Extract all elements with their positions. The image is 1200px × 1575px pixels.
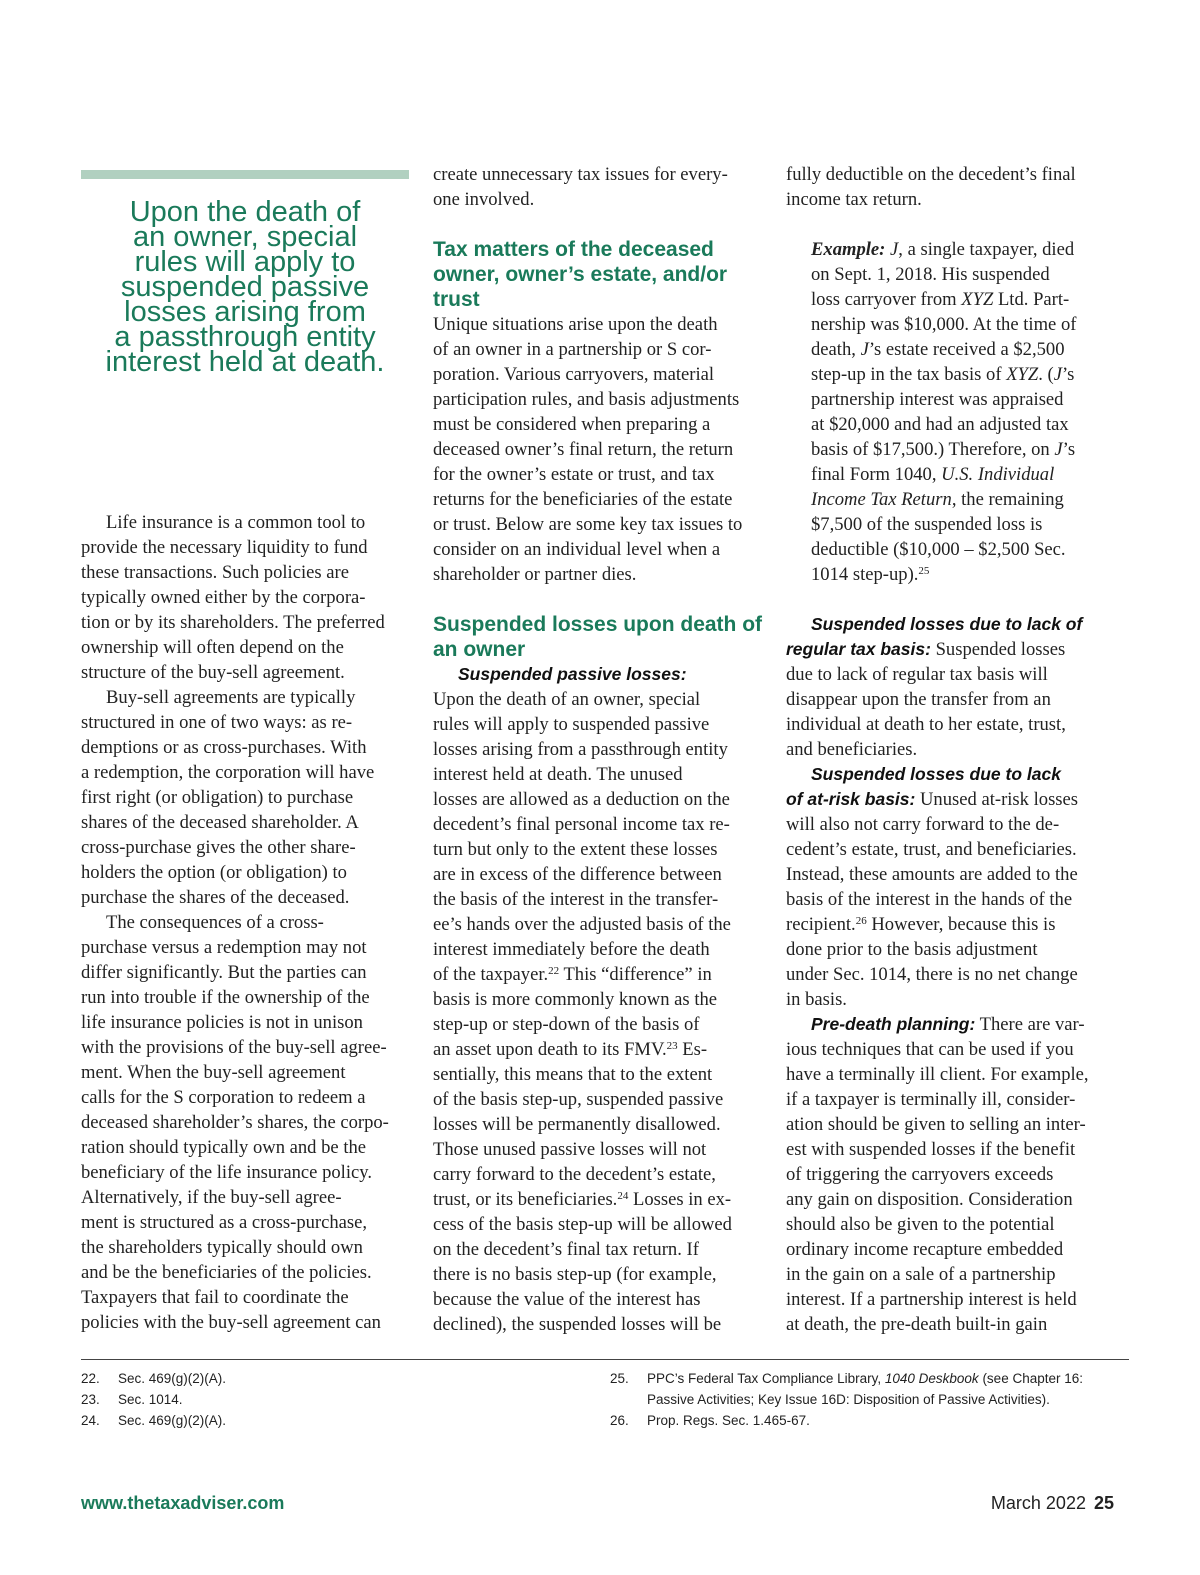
text-line: must be considered when preparing a: [433, 414, 711, 435]
pull-quote-line: losses arising from: [124, 296, 366, 328]
text-run: Losses in ex-: [628, 1189, 732, 1210]
text-run: , a single taxpayer, died: [898, 239, 1075, 260]
text-line: Upon the death of an owner, special: [433, 689, 701, 710]
text-run: basis of $17,500.) Therefore, on: [811, 439, 1055, 460]
pull-quote-line: suspended passive: [120, 271, 370, 303]
text-line: declined), the suspended losses will be: [433, 1314, 722, 1335]
text-line: at death, the pre-death built-in gain: [786, 1314, 1048, 1335]
text-run: This “difference” in: [559, 964, 712, 985]
text-line: returns for the beneficiaries of the estate: [433, 489, 733, 510]
footnote: [81, 1389, 226, 1410]
text-line: and be the beneficiaries of the policies.: [81, 1262, 372, 1283]
text-line: typically owned either by the corpora-: [81, 587, 366, 608]
text-line: [811, 437, 1121, 462]
text-line: the shareholders typically should own: [81, 1237, 363, 1258]
text-line: purchase the shares of the deceased.: [81, 887, 350, 908]
footnotes-left: [81, 1368, 226, 1431]
runin-heading: Pre-death planning:: [811, 1014, 976, 1034]
text-line: demptions or as cross-purchases. With: [81, 737, 367, 758]
text-line: life insurance policies is not in unison: [81, 1012, 363, 1033]
footnote: [610, 1410, 1083, 1431]
text-line: ment is structured as a cross-purchase,: [81, 1212, 368, 1233]
section-heading: Suspended losses upon death of: [433, 613, 763, 636]
text-run: , the remaining: [951, 489, 1064, 510]
text-line: [811, 237, 1121, 262]
text-line: create unnecessary tax issues for every-: [433, 164, 728, 185]
text-line: cedent’s estate, trust, and beneficiaries.: [786, 839, 1077, 860]
text-line: and beneficiaries.: [786, 739, 918, 760]
text-line: partnership interest was appraised: [811, 389, 1064, 410]
text-line: ation should be given to selling an inter-: [786, 1114, 1086, 1135]
text-run: of the taxpayer.: [433, 964, 549, 985]
text-line: cess of the basis step-up will be allowed: [433, 1214, 732, 1235]
text-line: interest held at death. The unused: [433, 764, 683, 785]
text-line: Alternatively, if the buy-sell agree-: [81, 1187, 342, 1208]
text-line: [811, 287, 1121, 312]
footnote-ref[interactable]: 25: [918, 565, 930, 577]
text-line: in basis.: [786, 989, 847, 1010]
text-line: carry forward to the decedent’s estate,: [433, 1164, 716, 1185]
text-line: [811, 362, 1121, 387]
text-line: at $20,000 and had an adjusted tax: [811, 414, 1069, 435]
text-line: structured in one of two ways: as re-: [81, 712, 353, 733]
text-run: ’s: [1062, 439, 1076, 460]
text-run: J: [1054, 439, 1063, 460]
text-run: 1014 step-up).: [811, 564, 919, 585]
text-line: a redemption, the corporation will have: [81, 762, 375, 783]
text-line: there is no basis step-up (for example,: [433, 1264, 717, 1285]
footnote-text: (see Chapter 16:: [978, 1371, 1083, 1386]
text-run: death,: [811, 339, 861, 360]
text-run: J: [1053, 364, 1063, 385]
text-line: differ significantly. But the parties can: [81, 962, 367, 983]
text-line: Unique situations arise upon the death: [433, 314, 718, 335]
pull-quote-line: rules will apply to: [134, 246, 356, 278]
pull-quote-line: an owner, special: [132, 221, 358, 253]
text-line: poration. Various carryovers, material: [433, 364, 715, 385]
text-line: deductible ($10,000 – $2,500 Sec.: [811, 539, 1066, 560]
footnote-number: 22.: [81, 1371, 100, 1386]
text-line: these transactions. Such policies are: [81, 562, 349, 583]
footnote-text: Prop. Regs. Sec. 1.465-67.: [647, 1413, 810, 1428]
text-run: Unused at-risk losses: [915, 789, 1079, 810]
text-line: fully deductible on the decedent’s final: [786, 164, 1076, 185]
pull-quote: [81, 196, 409, 378]
text-line: ee’s hands over the adjusted basis of the: [433, 914, 731, 935]
text-line: in the gain on a sale of a partnership: [786, 1264, 1056, 1285]
runin-heading: Suspended passive losses:: [458, 664, 687, 684]
footnote-ref[interactable]: 22: [548, 965, 560, 977]
text-line: [811, 462, 1121, 487]
text-line: calls for the S corporation to redeem a: [81, 1087, 366, 1108]
runin-heading: Suspended losses due to lack of: [811, 614, 1083, 634]
text-line: are in excess of the difference between: [433, 864, 722, 885]
text-run: XYZ: [961, 289, 994, 310]
text-run: J: [860, 339, 869, 360]
footnote-ref[interactable]: 26: [855, 915, 867, 927]
website-link[interactable]: www.thetaxadviser.com: [81, 1493, 285, 1513]
footnote-ref[interactable]: 23: [666, 1040, 678, 1052]
text-line: ordinary income recapture embedded: [786, 1239, 1064, 1260]
text-line: provide the necessary liquidity to fund: [81, 537, 368, 558]
section-heading: Tax matters of the deceased: [433, 238, 714, 261]
text-line: ownership will often depend on the: [81, 637, 344, 658]
text-line: of an owner in a partnership or S cor-: [433, 339, 712, 360]
footnote-divider: [81, 1359, 1129, 1360]
runin-heading: Suspended losses due to lack: [811, 764, 1061, 784]
text-line: run into trouble if the ownership of the: [81, 987, 370, 1008]
page-footer: [991, 1493, 1114, 1514]
text-line: of the basis step-up, suspended passive: [433, 1089, 724, 1110]
text-line: [786, 912, 1121, 937]
text-line: losses are allowed as a deduction on the: [433, 789, 730, 810]
text-line: step-up or step-down of the basis of: [433, 1014, 700, 1035]
text-line: $7,500 of the suspended loss is: [811, 514, 1043, 535]
section-heading: owner, owner’s estate, and/or: [433, 263, 728, 286]
footnote-text: PPC’s Federal Tax Compliance Library,: [647, 1371, 885, 1386]
text-line: should also be given to the potential: [786, 1214, 1055, 1235]
text-line: losses arising from a passthrough entity: [433, 739, 728, 760]
text-line: ration should typically own and be the: [81, 1137, 367, 1158]
text-run: J: [890, 239, 899, 260]
example-label: Example:: [811, 239, 886, 260]
text-line: on Sept. 1, 2018. His suspended: [811, 264, 1050, 285]
footnote-ref[interactable]: 24: [617, 1190, 629, 1202]
text-line: [811, 487, 1121, 512]
footnotes-right: [610, 1368, 1083, 1431]
footnote: Passive Activities; Key Issue 16D: Disposition of Passive Activities).: [647, 1392, 1050, 1407]
text-line: of triggering the carryovers exceeds: [786, 1164, 1054, 1185]
text-line: income tax return.: [786, 189, 922, 210]
text-line: shares of the deceased shareholder. A: [81, 812, 359, 833]
text-line: [786, 637, 1121, 662]
text-run: loss carryover from: [811, 289, 962, 310]
text-line: rules will apply to suspended passive: [433, 714, 710, 735]
text-line: The consequences of a cross-: [106, 912, 324, 933]
text-line: structure of the buy-sell agreement.: [81, 662, 345, 683]
text-line: [786, 612, 1121, 637]
footnote-number: 26.: [610, 1413, 629, 1428]
text-line: deceased owner’s final return, the return: [433, 439, 734, 460]
text-line: Those unused passive losses will not: [433, 1139, 707, 1160]
text-line: interest. If a partnership interest is held: [786, 1289, 1077, 1310]
runin-heading: regular tax basis:: [786, 639, 931, 659]
text-line: policies with the buy-sell agreement can: [81, 1312, 381, 1333]
runin-line: [433, 662, 768, 687]
text-line: one involved.: [433, 189, 535, 210]
text-line: if a taxpayer is terminally ill, consider-: [786, 1089, 1076, 1110]
pull-quote-line: Upon the death of: [129, 196, 361, 228]
footnote: [81, 1410, 226, 1431]
text-line: shareholder or partner dies.: [433, 564, 637, 585]
text-run: Income Tax Return: [811, 489, 952, 510]
text-line: first right (or obligation) to purchase: [81, 787, 354, 808]
text-line: purchase versus a redemption may not: [81, 937, 367, 958]
pull-quote-bar: [81, 170, 409, 179]
column-1: [81, 510, 411, 1335]
text-line: sentially, this means that to the extent: [433, 1064, 713, 1085]
text-line: [786, 787, 1121, 812]
text-line: have a terminally ill client. For example,: [786, 1064, 1089, 1085]
text-line: turn but only to the extent these losses: [433, 839, 718, 860]
footnote-text: Sec. 469(g)(2)(A).: [118, 1413, 227, 1428]
text-run: an asset upon death to its FMV.: [433, 1039, 667, 1060]
text-run: XYZ: [1006, 364, 1039, 385]
text-line: [433, 1187, 768, 1212]
text-line: basis is more commonly known as the: [433, 989, 718, 1010]
footnote-number: 25.: [610, 1371, 629, 1386]
runin-heading: of at-risk basis:: [786, 789, 916, 809]
text-run: recipient.: [786, 914, 856, 935]
footnote-text: 1040 Deskbook: [884, 1371, 979, 1386]
text-run: ’s estate received a $2,500: [868, 339, 1065, 360]
footnote-number: 24.: [81, 1413, 100, 1428]
text-run: U.S. Individual: [941, 464, 1055, 485]
text-line: Life insurance is a common tool to: [106, 512, 366, 533]
text-line: disappear upon the transfer from an: [786, 689, 1051, 710]
text-run: However, because this is: [866, 914, 1056, 935]
page-number: 25: [1093, 1493, 1114, 1513]
text-line: holders the option (or obligation) to: [81, 862, 347, 883]
text-line: [786, 762, 1121, 787]
pull-quote-line: a passthrough entity: [114, 321, 376, 353]
footnote-text: Sec. 1014.: [118, 1392, 183, 1407]
text-run: final Form 1040,: [811, 464, 942, 485]
footnote-text: Sec. 469(g)(2)(A).: [118, 1371, 227, 1386]
text-line: tion or by its shareholders. The preferred: [81, 612, 385, 633]
text-line: participation rules, and basis adjustments: [433, 389, 740, 410]
text-line: [811, 562, 1121, 587]
text-line: individual at death to her estate, trust,: [786, 714, 1066, 735]
text-line: or trust. Below are some key tax issues to: [433, 514, 743, 535]
text-line: the basis of the interest in the transfer-: [433, 889, 719, 910]
text-line: est with suspended losses if the benefit: [786, 1139, 1076, 1160]
column-3: [786, 162, 1121, 1337]
text-line: ious techniques that can be used if you: [786, 1039, 1074, 1060]
text-line: will also not carry forward to the de-: [786, 814, 1060, 835]
text-line: Taxpayers that fail to coordinate the: [81, 1287, 349, 1308]
text-line: nership was $10,000. At the time of: [811, 314, 1077, 335]
text-run: step-up in the tax basis of: [811, 364, 1007, 385]
footnote-number: 23.: [81, 1392, 100, 1407]
footnote: [81, 1368, 226, 1389]
text-line: any gain on disposition. Consideration: [786, 1189, 1073, 1210]
text-line: under Sec. 1014, there is no net change: [786, 964, 1078, 985]
text-line: beneficiary of the life insurance policy.: [81, 1162, 372, 1183]
text-run: Suspended losses: [930, 639, 1066, 660]
column-2: [433, 162, 768, 1337]
text-line: deceased shareholder’s shares, the corpo-: [81, 1112, 389, 1133]
issue-date: March 2022: [990, 1493, 1086, 1513]
text-line: basis of the interest in the hands of the: [786, 889, 1073, 910]
text-line: losses will be permanently disallowed.: [433, 1114, 721, 1135]
text-line: on the decedent’s final tax return. If: [433, 1239, 699, 1260]
text-line: interest immediately before the death: [433, 939, 710, 960]
text-line: Buy-sell agreements are typically: [106, 687, 356, 708]
text-line: [433, 962, 768, 987]
section-heading: trust: [433, 288, 480, 311]
footnote: [610, 1368, 1083, 1389]
text-run: Es-: [677, 1039, 708, 1060]
text-run: trust, or its beneficiaries.: [433, 1189, 618, 1210]
text-run: Ltd. Part-: [993, 289, 1070, 310]
text-line: done prior to the basis adjustment: [786, 939, 1038, 960]
text-line: [811, 337, 1121, 362]
text-line: due to lack of regular tax basis will: [786, 664, 1048, 685]
text-line: [786, 1012, 1121, 1037]
section-heading: an owner: [433, 638, 526, 661]
text-line: consider on an individual level when a: [433, 539, 721, 560]
pull-quote-line: interest held at death.: [105, 346, 385, 378]
text-line: with the provisions of the buy-sell agree-: [81, 1037, 387, 1058]
text-run: There are var-: [975, 1014, 1085, 1035]
text-line: ment. When the buy-sell agreement: [81, 1062, 346, 1083]
text-line: cross-purchase gives the other share-: [81, 837, 356, 858]
text-run: ’s: [1062, 364, 1075, 385]
text-line: because the value of the interest has: [433, 1289, 701, 1310]
text-line: [433, 1037, 768, 1062]
text-line: Instead, these amounts are added to the: [786, 864, 1078, 885]
text-line: decedent’s final personal income tax re-: [433, 814, 730, 835]
text-line: for the owner’s estate or trust, and tax: [433, 464, 715, 485]
example-block: [786, 237, 1121, 587]
text-run: . (: [1038, 364, 1054, 385]
